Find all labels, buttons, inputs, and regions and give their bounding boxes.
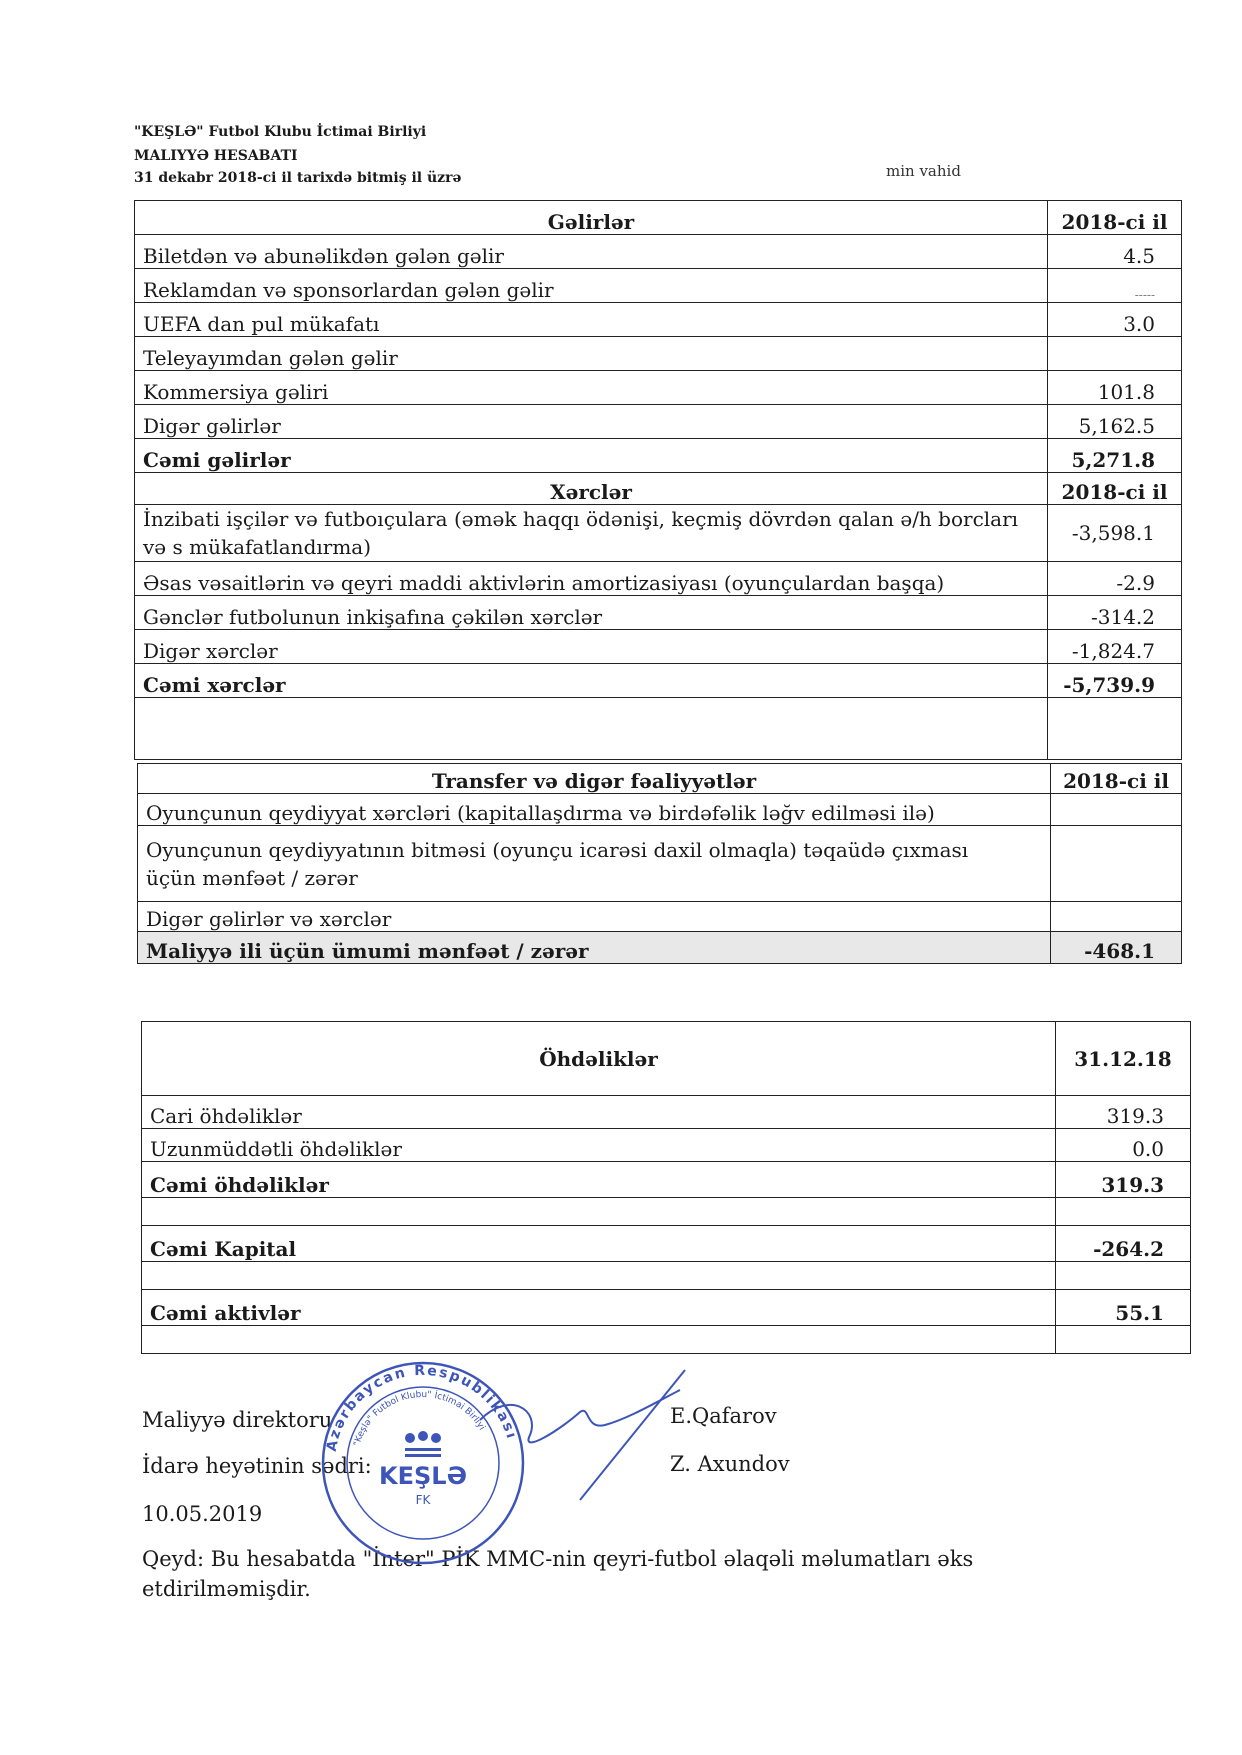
table-row xyxy=(142,1129,1191,1162)
row-label: Kommersiya gəliri xyxy=(135,371,1048,405)
income-expense-table xyxy=(134,200,1182,760)
liabilities-col-header: 31.12.18 xyxy=(1056,1022,1191,1096)
organization-stamp xyxy=(318,1358,528,1568)
table-row xyxy=(135,371,1182,405)
row-value: ----- xyxy=(1048,269,1182,303)
net-result-label: Maliyyə ili üçün ümumi mənfəət / zərər xyxy=(138,932,1051,964)
row-label: Reklamdan və sponsorlardan gələn gəlir xyxy=(135,269,1048,303)
stamp-outer-text: Azərbaycan Respublikası xyxy=(323,1362,520,1453)
row-label: Oyunçunun qeydiyyatının bitməsi (oyunçu icarəsi daxil olmaqla) təqaüdə çıxması üçün mənfəət / zərər xyxy=(138,826,1051,902)
row-label: Cari öhdəliklər xyxy=(142,1096,1056,1129)
director-label: Maliyyə direktoru xyxy=(142,1408,333,1432)
row-value: 101.8 xyxy=(1048,371,1182,405)
unit-label: min vahid xyxy=(886,162,961,180)
footnote: Qeyd: Bu hesabatda "İnter" PİK MMC-nin qeyri-futbol əlaqəli məlumatları əks etdirilməmişdir. xyxy=(142,1547,974,1601)
row-value: 5,162.5 xyxy=(1048,405,1182,439)
row-label: UEFA dan pul mükafatı xyxy=(135,303,1048,337)
table-row xyxy=(135,337,1182,371)
expenses-total-value: -5,739.9 xyxy=(1048,664,1182,698)
row-label: Digər gəlirlər xyxy=(135,405,1048,439)
expenses-total-label: Cəmi xərclər xyxy=(135,664,1048,698)
row-value: -3,598.1 xyxy=(1048,505,1182,562)
table-row xyxy=(135,405,1182,439)
report-date: 10.05.2019 xyxy=(142,1502,263,1526)
income-total-label: Cəmi gəlirlər xyxy=(135,439,1048,473)
row-value: 0.0 xyxy=(1056,1129,1191,1162)
table-row xyxy=(135,596,1182,630)
total-row xyxy=(135,664,1182,698)
flame-icon xyxy=(405,1431,441,1457)
liabilities-table xyxy=(141,1021,1191,1354)
table-row xyxy=(138,902,1182,932)
capital-total-value: -264.2 xyxy=(1056,1226,1191,1262)
income-col-header: 2018-ci il xyxy=(1048,201,1182,235)
row-value: 4.5 xyxy=(1048,235,1182,269)
table-row xyxy=(135,562,1182,596)
row-value: -1,824.7 xyxy=(1048,630,1182,664)
table-row xyxy=(135,269,1182,303)
chair-label: İdarə heyətinin sədri: xyxy=(142,1454,372,1478)
row-value xyxy=(1048,337,1182,371)
row-label: Teleyayımdan gələn gəlir xyxy=(135,337,1048,371)
director-name: E.Qafarov xyxy=(670,1404,777,1428)
total-row xyxy=(142,1290,1191,1326)
row-label: Digər gəlirlər və xərclər xyxy=(138,902,1051,932)
row-label: Uzunmüddətli öhdəliklər xyxy=(142,1129,1056,1162)
transfer-table xyxy=(137,763,1182,964)
net-result-value: -468.1 xyxy=(1051,932,1182,964)
assets-total-value: 55.1 xyxy=(1056,1290,1191,1326)
row-value xyxy=(1051,826,1182,902)
row-label: Digər xərclər xyxy=(135,630,1048,664)
total-row xyxy=(142,1226,1191,1262)
table-row xyxy=(138,826,1182,902)
row-value: -2.9 xyxy=(1048,562,1182,596)
capital-total-label: Cəmi Kapital xyxy=(142,1226,1056,1262)
table-row xyxy=(135,630,1182,664)
liabilities-total-value: 319.3 xyxy=(1056,1162,1191,1198)
income-title: Gəlirlər xyxy=(135,201,1048,235)
table-row xyxy=(142,1096,1191,1129)
report-period: 31 dekabr 2018-ci il tarixdə bitmiş il üzrə xyxy=(134,170,462,186)
row-label: Biletdən və abunəlikdən gələn gəlir xyxy=(135,235,1048,269)
transfer-col-header: 2018-ci il xyxy=(1051,764,1182,794)
liabilities-title: Öhdəliklər xyxy=(142,1022,1056,1096)
assets-total-label: Cəmi aktivlər xyxy=(142,1290,1056,1326)
total-row xyxy=(138,932,1182,964)
table-row xyxy=(135,303,1182,337)
row-label: Oyunçunun qeydiyyat xərcləri (kapitallaşdırma və birdəfəlik ləğv edilməsi ilə) xyxy=(138,794,1051,826)
income-total-value: 5,271.8 xyxy=(1048,439,1182,473)
chair-name: Z. Axundov xyxy=(670,1452,790,1476)
liabilities-total-label: Cəmi öhdəliklər xyxy=(142,1162,1056,1198)
table-row xyxy=(135,235,1182,269)
transfer-title: Transfer və digər fəaliyyətlər xyxy=(138,764,1051,794)
row-label: İnzibati işçilər və futboıçulara (əmək haqqı ödənişi, keçmiş dövrdən qalan ə/h borcları və s mükafatlandırma) xyxy=(135,505,1048,562)
empty-row xyxy=(142,1262,1191,1290)
stamp-inner-text: "Keşlə" Futbol Klubu" İctimai Birliyi xyxy=(352,1389,487,1448)
expenses-col-header: 2018-ci il xyxy=(1048,473,1182,505)
row-value: 3.0 xyxy=(1048,303,1182,337)
table-row xyxy=(135,505,1182,562)
total-row xyxy=(135,439,1182,473)
stamp-logo-sub: FK xyxy=(415,1493,431,1507)
row-value: -314.2 xyxy=(1048,596,1182,630)
row-label: Gənclər futbolunun inkişafına çəkilən xərclər xyxy=(135,596,1048,630)
row-value xyxy=(1051,902,1182,932)
expenses-title: Xərclər xyxy=(135,473,1048,505)
total-row xyxy=(142,1162,1191,1198)
report-title: MALIYYƏ HESABATI xyxy=(134,148,298,164)
stamp-logo-text: KEŞLƏ xyxy=(379,1462,467,1490)
table-row xyxy=(138,794,1182,826)
org-name: "KEŞLƏ" Futbol Klubu İctimai Birliyi xyxy=(134,124,427,140)
row-value xyxy=(1051,794,1182,826)
row-label: Əsas vəsaitlərin və qeyri maddi aktivlərin amortizasiyası (oyunçulardan başqa) xyxy=(135,562,1048,596)
row-value: 319.3 xyxy=(1056,1096,1191,1129)
empty-row xyxy=(135,698,1182,760)
empty-row xyxy=(142,1198,1191,1226)
